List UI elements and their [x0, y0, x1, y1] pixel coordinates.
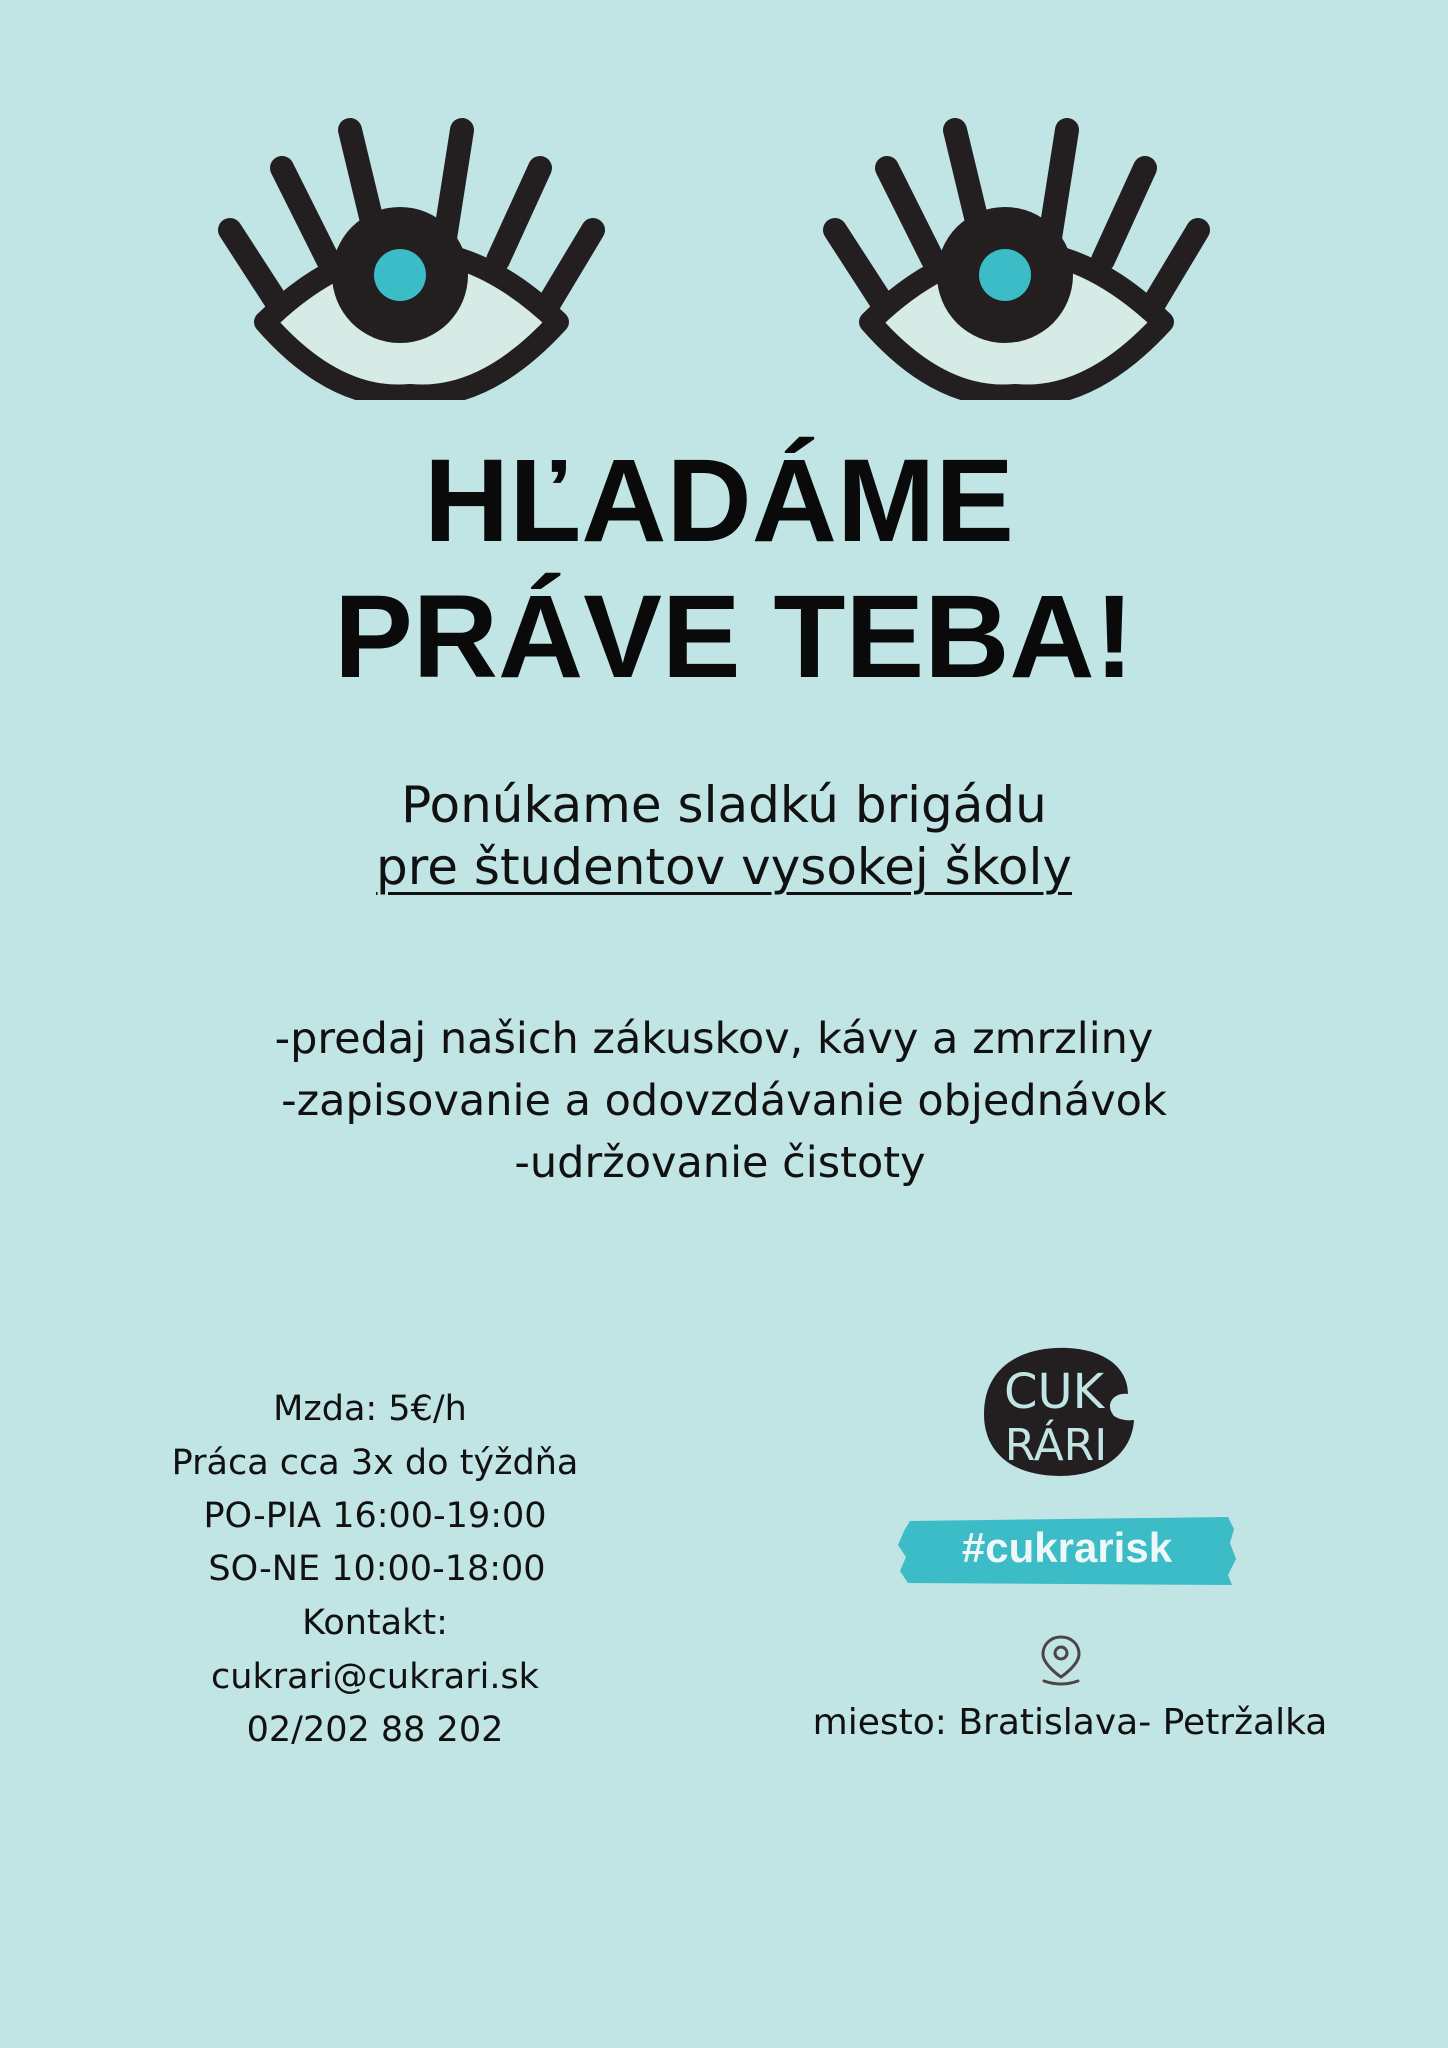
weekend-hours-text: SO-NE 10:00-18:00 [208, 1549, 546, 1589]
duty-item: -udržovanie čistoty [514, 1138, 926, 1188]
duty-item: -zapisovanie a odovzdávanie objednávok [281, 1076, 1167, 1126]
offer-line-2 [0, 838, 1448, 896]
offer-line-1: Ponúkame sladkú brigádu [401, 776, 1047, 834]
duty-item: -predaj našich zákuskov, kávy a zmrzliny [274, 1014, 1154, 1064]
contact-phone: 02/202 88 202 [246, 1710, 504, 1750]
logo-text-line-2: RÁRI [1004, 1420, 1108, 1471]
weekday-hours-text: PO-PIA 16:00-19:00 [203, 1496, 547, 1536]
location-text: miesto: Bratislava- Petržalka [812, 1702, 1328, 1743]
location-pin-icon [1036, 1633, 1086, 1687]
headline-line-1: HĽADÁME [424, 435, 1014, 567]
cukrari-logo [978, 1342, 1138, 1480]
logo-text-line-1: CUK [1003, 1364, 1105, 1420]
hashtag-text: #cukrarisk [961, 1524, 1173, 1571]
headline-line-2: PRÁVE TEBA! [334, 571, 1134, 703]
offer-line-2-text: pre študentov vysokej školy [376, 838, 1072, 896]
contact-email: cukrari@cukrari.sk [211, 1657, 539, 1697]
frequency-text: Práca cca 3x do týždňa [171, 1443, 579, 1483]
contact-label: Kontakt: [302, 1603, 448, 1643]
eye-right-icon [815, 110, 1215, 400]
wage-text: Mzda: 5€/h [273, 1389, 467, 1429]
eye-left-icon [210, 110, 610, 400]
